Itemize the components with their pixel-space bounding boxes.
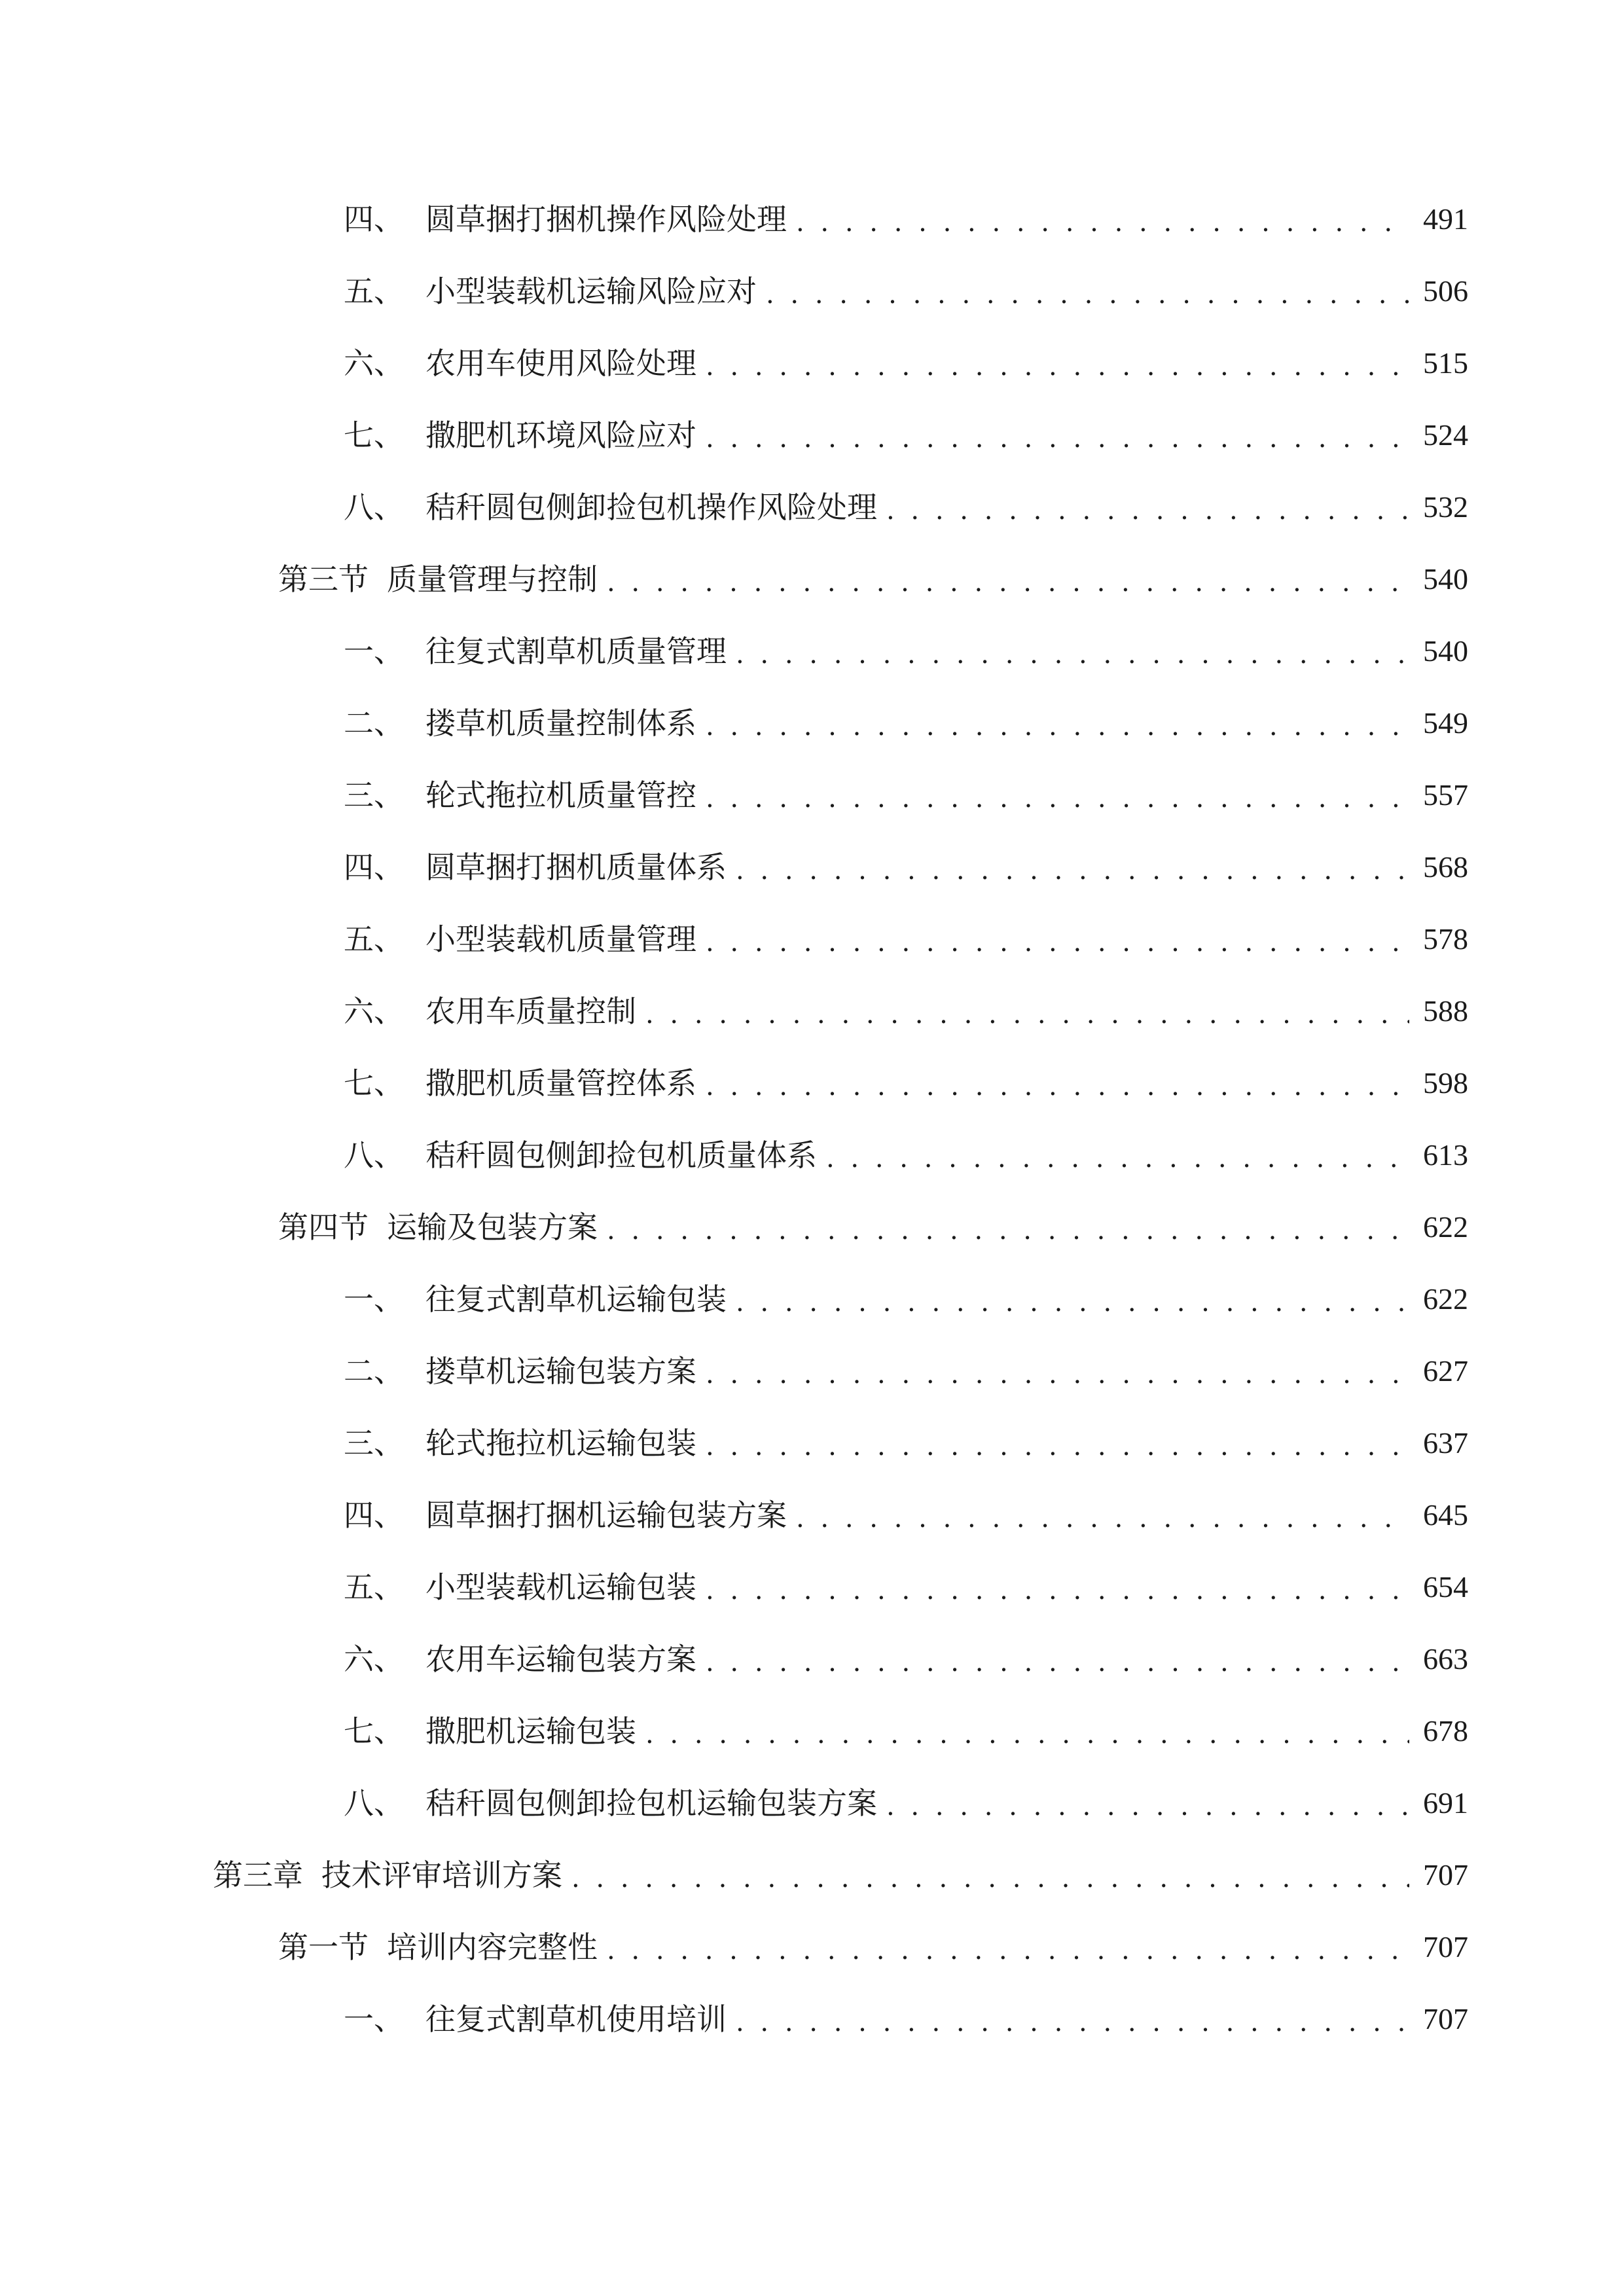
toc-entry[interactable]	[344, 841, 1468, 893]
entry-number: 一、	[344, 1282, 404, 1317]
dot-leader	[706, 769, 1409, 821]
entry-title: 小型装载机运输包装	[425, 1570, 696, 1605]
entry-page-number: 588	[1423, 994, 1468, 1028]
entry-page-number: 598	[1423, 1066, 1468, 1100]
entry-page-number: 663	[1423, 1642, 1468, 1676]
dot-leader	[706, 1345, 1409, 1397]
toc-entry[interactable]	[344, 409, 1468, 461]
entry-title: 圆草捆打捆机质量体系	[425, 850, 727, 885]
entry-number: 一、	[344, 2001, 404, 2037]
entry-page-number: 707	[1423, 2002, 1468, 2036]
entry-page-number: 622	[1423, 1282, 1468, 1316]
dot-leader	[736, 1273, 1409, 1325]
toc-entry[interactable]	[344, 625, 1468, 677]
toc-entry[interactable]	[344, 265, 1468, 317]
toc-entry[interactable]	[344, 1993, 1468, 2045]
entry-title: 农用车质量控制	[425, 994, 636, 1029]
dot-leader	[706, 1057, 1409, 1109]
dot-leader	[706, 337, 1409, 389]
entry-number: 三、	[344, 1426, 404, 1461]
dot-leader	[706, 1561, 1409, 1613]
entry-number: 五、	[344, 1570, 404, 1605]
entry-page-number: 707	[1423, 1858, 1468, 1892]
dot-leader	[826, 1129, 1409, 1181]
entry-number: 四、	[344, 1498, 404, 1533]
entry-number: 二、	[344, 1354, 404, 1389]
dot-leader	[886, 1777, 1409, 1829]
toc-section-entry[interactable]	[278, 1201, 1468, 1253]
toc-entry[interactable]	[344, 1057, 1468, 1109]
entry-page-number: 654	[1423, 1570, 1468, 1604]
entry-title: 秸秆圆包侧卸捡包机质量体系	[425, 1138, 817, 1173]
dot-leader	[796, 1489, 1409, 1541]
section-title: 质量管理与控制	[387, 562, 598, 597]
dot-leader	[766, 265, 1409, 317]
entry-number: 六、	[344, 346, 404, 381]
dot-leader	[645, 985, 1409, 1037]
dot-leader	[796, 193, 1409, 245]
section-title: 运输及包装方案	[387, 1210, 598, 1245]
entry-page-number: 568	[1423, 850, 1468, 884]
entry-title: 轮式拖拉机质量管控	[425, 778, 696, 813]
entry-number: 五、	[344, 922, 404, 957]
entry-number: 七、	[344, 1713, 404, 1749]
entry-title: 往复式割草机质量管理	[425, 634, 727, 669]
toc-entry[interactable]	[344, 913, 1468, 965]
toc-entry[interactable]	[344, 769, 1468, 821]
dot-leader	[736, 841, 1409, 893]
toc-entry[interactable]	[344, 1705, 1468, 1757]
chapter-number: 第三章	[213, 1857, 303, 1893]
dot-leader	[736, 1993, 1409, 2045]
entry-page-number: 637	[1423, 1426, 1468, 1460]
toc-entry[interactable]	[344, 985, 1468, 1037]
dot-leader	[706, 409, 1409, 461]
dot-leader	[706, 913, 1409, 965]
entry-number: 六、	[344, 994, 404, 1029]
toc-entry[interactable]	[344, 1345, 1468, 1397]
section-number: 第四节	[278, 1210, 369, 1245]
entry-title: 撒肥机环境风险应对	[425, 418, 696, 453]
entry-page-number: 549	[1423, 706, 1468, 740]
section-number: 第三节	[278, 562, 369, 597]
entry-number: 七、	[344, 418, 404, 453]
entry-title: 小型装载机质量管理	[425, 922, 696, 957]
toc-entry[interactable]	[344, 1129, 1468, 1181]
dot-leader	[736, 625, 1409, 677]
entry-page-number: 506	[1423, 274, 1468, 308]
dot-leader	[706, 1417, 1409, 1469]
dot-leader	[706, 1633, 1409, 1685]
entry-title: 圆草捆打捆机运输包装方案	[425, 1498, 787, 1533]
entry-title: 农用车运输包装方案	[425, 1641, 696, 1677]
entry-number: 七、	[344, 1066, 404, 1101]
entry-page-number: 707	[1423, 1930, 1468, 1964]
entry-title: 撒肥机质量管控体系	[425, 1066, 696, 1101]
entry-title: 搂草机运输包装方案	[425, 1354, 696, 1389]
entry-number: 一、	[344, 634, 404, 669]
entry-page-number: 557	[1423, 778, 1468, 812]
entry-number: 八、	[344, 490, 404, 525]
toc-entry[interactable]	[344, 1777, 1468, 1829]
entry-page-number: 524	[1423, 418, 1468, 452]
dot-leader	[886, 481, 1409, 533]
toc-entry[interactable]	[344, 1633, 1468, 1685]
entry-number: 六、	[344, 1641, 404, 1677]
toc-entry[interactable]	[344, 193, 1468, 245]
entry-title: 秸秆圆包侧卸捡包机操作风险处理	[425, 490, 877, 525]
toc-entry[interactable]	[344, 1561, 1468, 1613]
toc-section-entry[interactable]	[278, 553, 1468, 605]
entry-title: 秸秆圆包侧卸捡包机运输包装方案	[425, 1785, 877, 1821]
entry-page-number: 532	[1423, 490, 1468, 524]
toc-entry[interactable]	[344, 697, 1468, 749]
dot-leader	[706, 697, 1409, 749]
entry-page-number: 491	[1423, 202, 1468, 236]
toc-entry[interactable]	[344, 1417, 1468, 1469]
section-number: 第一节	[278, 1929, 369, 1965]
entry-title: 农用车使用风险处理	[425, 346, 696, 381]
entry-title: 往复式割草机使用培训	[425, 2001, 727, 2037]
entry-title: 轮式拖拉机运输包装	[425, 1426, 696, 1461]
toc-entry[interactable]	[344, 1273, 1468, 1325]
section-title: 培训内容完整性	[387, 1929, 598, 1965]
entry-number: 三、	[344, 778, 404, 813]
entry-title: 小型装载机运输风险应对	[425, 274, 757, 309]
entry-page-number: 578	[1423, 922, 1468, 956]
chapter-title: 技术评审培训方案	[321, 1857, 562, 1893]
toc-entry[interactable]	[344, 337, 1468, 389]
entry-number: 八、	[344, 1785, 404, 1821]
entry-title: 圆草捆打捆机操作风险处理	[425, 202, 787, 237]
entry-number: 四、	[344, 202, 404, 237]
entry-number: 二、	[344, 706, 404, 741]
entry-page-number: 645	[1423, 1498, 1468, 1532]
toc-entry[interactable]	[344, 1489, 1468, 1541]
entry-title: 搂草机质量控制体系	[425, 706, 696, 741]
dot-leader	[607, 1921, 1409, 1973]
entry-title: 撒肥机运输包装	[425, 1713, 636, 1749]
entry-page-number: 691	[1423, 1786, 1468, 1820]
toc-entry[interactable]	[344, 481, 1468, 533]
entry-number: 五、	[344, 274, 404, 309]
dot-leader	[571, 1849, 1409, 1901]
entry-page-number: 540	[1423, 562, 1468, 596]
toc-chapter-entry[interactable]	[213, 1849, 1468, 1901]
entry-page-number: 515	[1423, 346, 1468, 380]
entry-page-number: 678	[1423, 1714, 1468, 1748]
dot-leader	[607, 1201, 1409, 1253]
entry-page-number: 627	[1423, 1354, 1468, 1388]
entry-page-number: 613	[1423, 1138, 1468, 1172]
dot-leader	[607, 553, 1409, 605]
entry-number: 四、	[344, 850, 404, 885]
entry-number: 八、	[344, 1138, 404, 1173]
entry-page-number: 540	[1423, 634, 1468, 668]
entry-page-number: 622	[1423, 1210, 1468, 1244]
entry-title: 往复式割草机运输包装	[425, 1282, 727, 1317]
toc-section-entry[interactable]	[278, 1921, 1468, 1973]
dot-leader	[645, 1705, 1409, 1757]
